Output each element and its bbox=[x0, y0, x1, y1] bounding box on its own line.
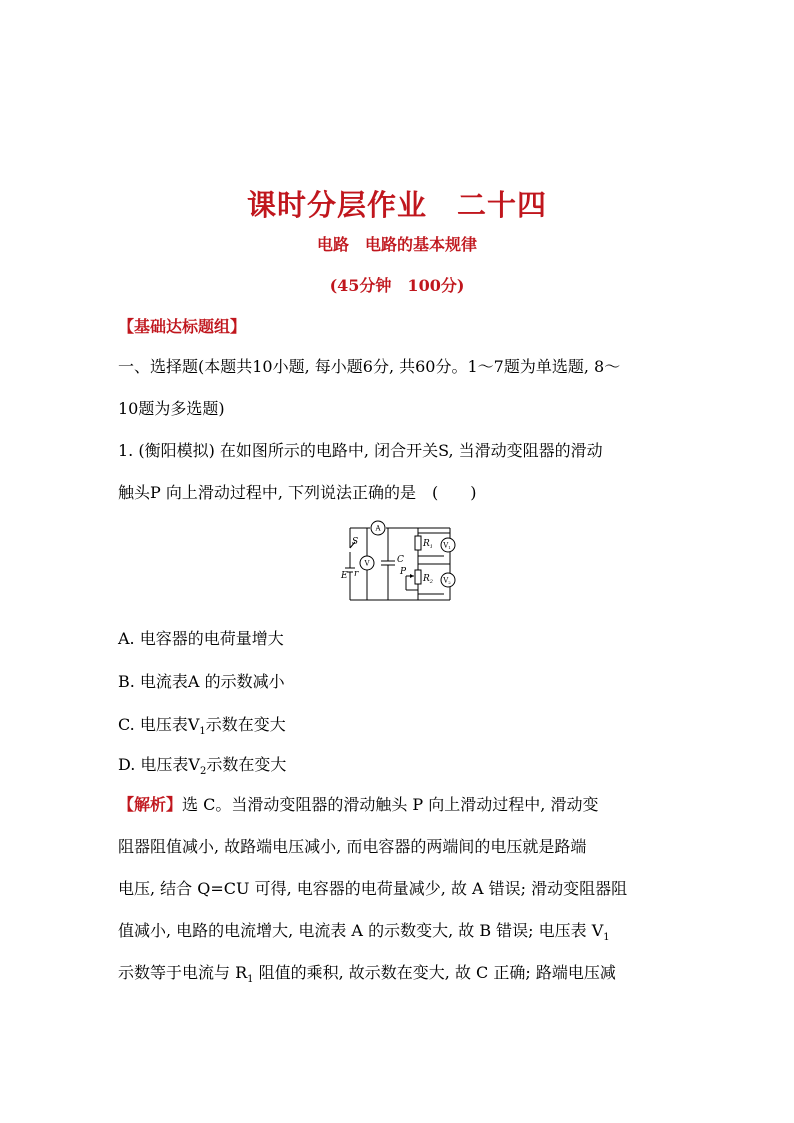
analysis-line-1: 【解析】选 C。当滑动变阻器的滑动触头 P 向上滑动过程中, 滑动变 bbox=[118, 795, 599, 814]
instructions-line-2: 10题为多选题) bbox=[118, 399, 225, 418]
capacitor-label: C bbox=[397, 555, 404, 565]
page-subtitle: 电路 电路的基本规律 bbox=[316, 235, 477, 254]
emf-label: E bbox=[341, 571, 348, 581]
analysis-line-2: 阻器阻值减小, 故路端电压减小, 而电容器的两端间的电压就是路端 bbox=[118, 837, 587, 856]
analysis-tag: 【解析】 bbox=[118, 795, 183, 814]
ammeter-label: A bbox=[375, 524, 381, 533]
time-score: (45分钟 100分) bbox=[329, 276, 465, 295]
section-heading: 【基础达标题组】 bbox=[118, 317, 247, 336]
question-line-1: 1. (衡阳模拟) 在如图所示的电路中, 闭合开关S, 当滑动变阻器的滑动 bbox=[118, 441, 603, 460]
analysis-line-3: 电压, 结合 Q=CU 可得, 电容器的电荷量减少, 故 A 错误; 滑动变阻器阻 bbox=[118, 879, 628, 898]
voltmeter-v2-label: $V_2$ bbox=[443, 576, 451, 585]
analysis-line-5: 示数等于电流与 $R_1$ 阻值的乘积, 故示数在变大, 故 C 正确; 路端电压减 bbox=[118, 963, 616, 986]
page-title: 课时分层作业 二十四 bbox=[246, 188, 547, 222]
option-d: D. 电压表$V_2$示数在变大 bbox=[118, 755, 287, 778]
slider-label: P bbox=[400, 567, 407, 577]
switch-label: S bbox=[352, 537, 359, 547]
internal-resistance-label: r bbox=[354, 569, 359, 579]
r2-label: $R_2$ bbox=[423, 574, 433, 585]
question-line-2: 触头P 向上滑动过程中, 下列说法正确的是 ( ) bbox=[118, 483, 477, 502]
option-b: B. 电流表A 的示数减小 bbox=[118, 672, 285, 691]
voltmeter-v1-label: $V_1$ bbox=[443, 541, 451, 550]
voltmeter-label: V bbox=[364, 559, 370, 568]
option-a: A. 电容器的电荷量增大 bbox=[118, 629, 284, 648]
option-c: C. 电压表$V_1$示数在变大 bbox=[118, 715, 286, 738]
instructions-line-1: 一、选择题(本题共10小题, 每小题6分, 共60分。1～7题为单选题, 8～ bbox=[118, 357, 621, 376]
analysis-line-4: 值减小, 电路的电流增大, 电流表 A 的示数变大, 故 B 错误; 电压表 $V_1$ bbox=[118, 921, 610, 944]
r1-label: $R_1$ bbox=[423, 539, 433, 550]
circuit-diagram bbox=[340, 518, 460, 608]
